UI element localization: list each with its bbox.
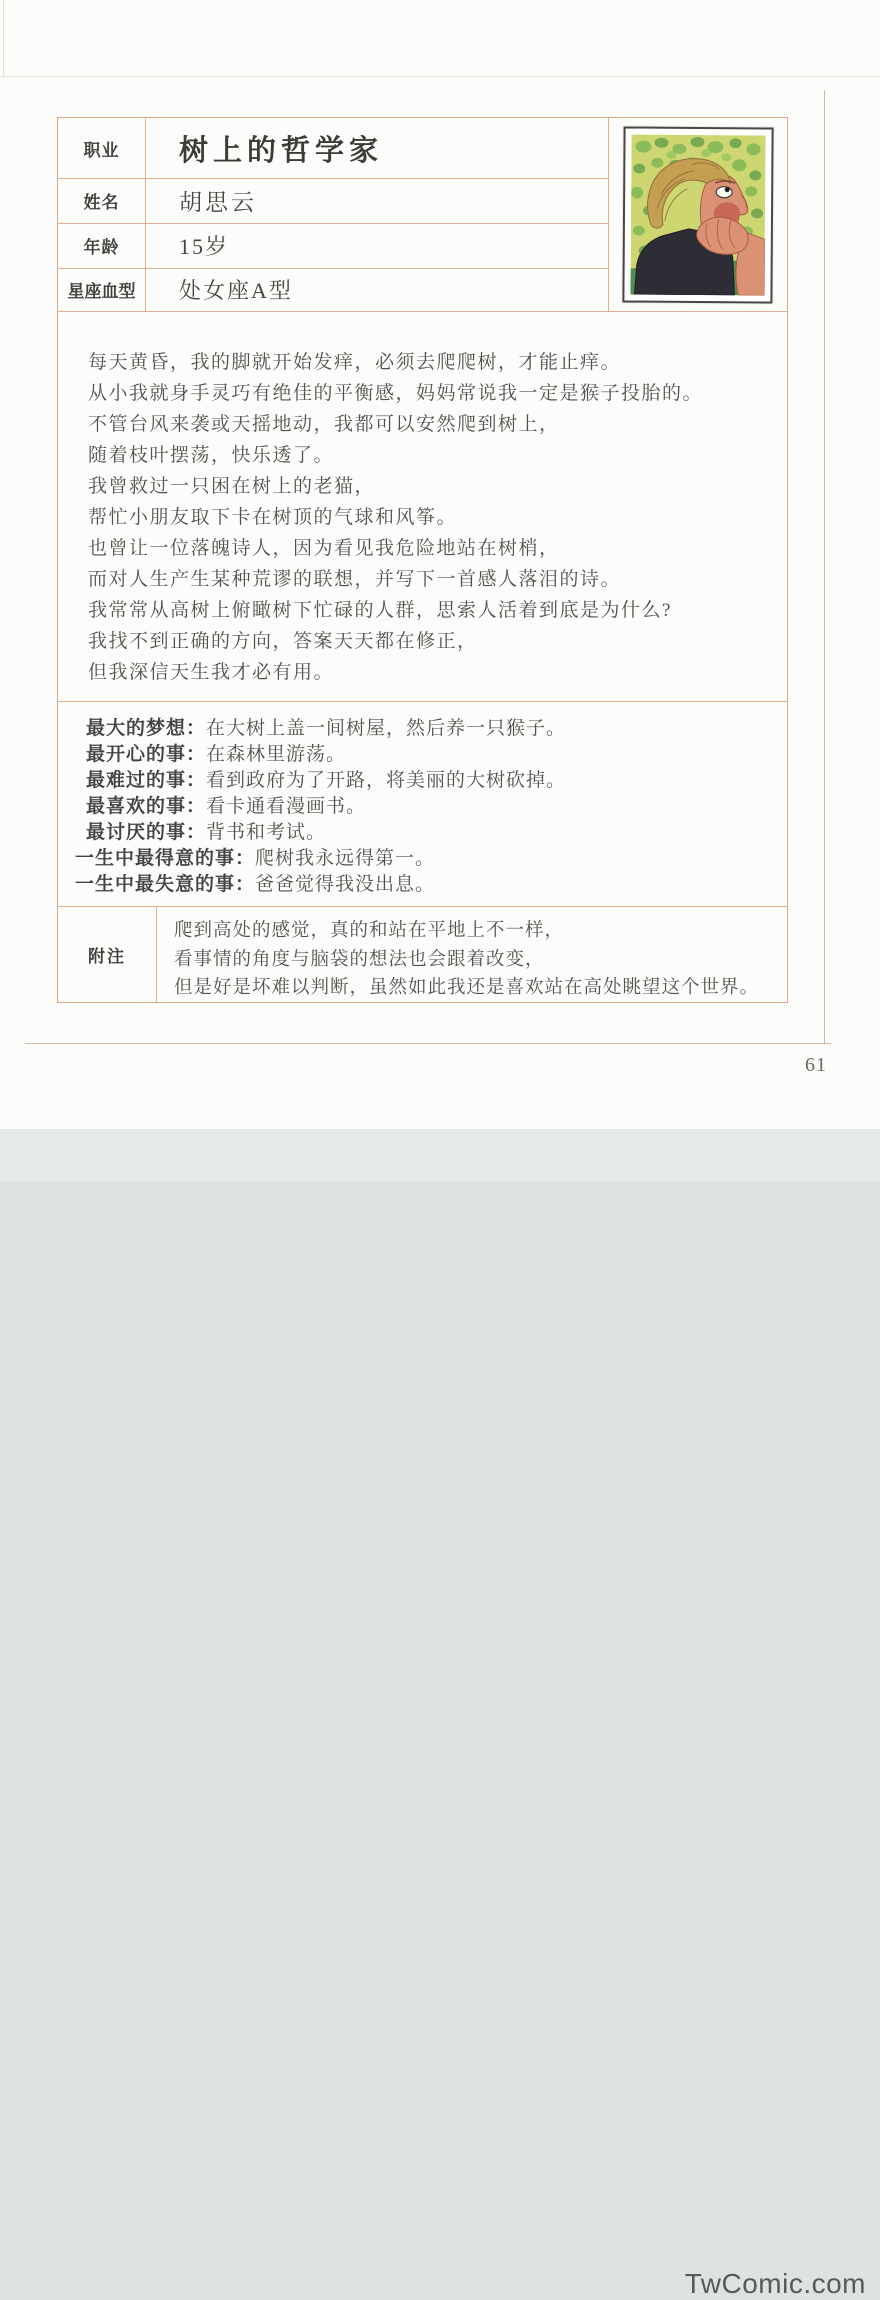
field-value: 15岁: [179, 234, 230, 259]
row-divider: [58, 178, 608, 179]
section-divider: [58, 311, 787, 312]
qa-item: [58, 794, 566, 820]
field-row-name: [58, 178, 608, 223]
field-label: 星座血型: [67, 282, 136, 301]
portrait-cell: [608, 118, 787, 311]
portrait-illustration: [630, 135, 765, 296]
qa-item: [58, 820, 566, 846]
field-row-occupation: [58, 118, 608, 178]
field-row-age: [58, 223, 608, 268]
qa-value: 爸爸觉得我没出息。: [255, 874, 436, 895]
label-column-divider: [145, 118, 146, 311]
qa-label: 最喜欢的事：: [86, 796, 207, 817]
bio-line: 从小我就身手灵巧有绝佳的平衡感，妈妈常说我一定是猴子投胎的。: [88, 383, 704, 404]
qa-label: 一生中最失意的事：: [75, 874, 256, 895]
qa-item: [58, 768, 566, 794]
field-row-zodiac-blood: [58, 268, 608, 311]
bio-line: 而对人生产生某种荒谬的联想，并写下一首感人落泪的诗。: [88, 569, 622, 590]
outer-frame-horizontal-line: [25, 1043, 831, 1044]
portrait-frame: [622, 126, 773, 303]
bio-line: 我常常从高树上俯瞰树下忙碌的人群，思索人活着到底是为什么?: [88, 600, 672, 621]
bio-line: 不管台风来袭或天摇地动，我都可以安然爬到树上，: [88, 414, 560, 435]
header-rule: [0, 76, 880, 77]
note-section: [174, 917, 759, 1003]
qa-label: 最难过的事：: [86, 770, 207, 791]
note-column-divider: [156, 906, 157, 1003]
field-value: 树上的哲学家: [179, 134, 384, 167]
bio-line: 帮忙小朋友取下卡在树顶的气球和风筝。: [88, 507, 458, 528]
section-divider: [58, 701, 787, 702]
qa-label: 最开心的事：: [86, 744, 207, 765]
qa-item: [58, 716, 566, 742]
field-label: 姓名: [83, 193, 120, 212]
page-edge-line: [3, 0, 4, 76]
qa-value: 在大树上盖一间树屋，然后养一只猴子。: [206, 718, 567, 739]
field-label: 年龄: [83, 238, 120, 257]
qa-value: 看卡通看漫画书。: [206, 796, 367, 817]
qa-item: [58, 846, 566, 872]
bio-line: 但我深信天生我才必有用。: [88, 662, 335, 683]
qa-label: 最讨厌的事：: [86, 822, 207, 843]
watermark-text: TwComic.com: [684, 2268, 866, 2299]
field-label: 职业: [83, 140, 120, 160]
page-number: 61: [805, 1054, 827, 1076]
qa-label: 最大的梦想：: [86, 718, 207, 739]
row-divider: [58, 268, 608, 269]
bio-line: 也曾让一位落魄诗人，因为看见我危险地站在树梢，: [88, 538, 560, 559]
qa-value: 看到政府为了开路，将美丽的大树砍掉。: [206, 770, 567, 791]
qa-value: 在森林里游荡。: [206, 744, 347, 765]
note-line: 看事情的角度与脑袋的想法也会跟着改变，: [174, 949, 545, 970]
note-line: 爬到高处的感觉，真的和站在平地上不一样，: [174, 921, 565, 941]
profile-card: [57, 117, 788, 1003]
qa-label: 一生中最得意的事：: [75, 848, 256, 869]
bio-line: 我找不到正确的方向，答案天天都在修正，: [88, 631, 478, 652]
bio-line: 我曾救过一只困在树上的老猫，: [88, 476, 376, 497]
qa-item: [58, 872, 566, 898]
field-value: 处女座A型: [179, 278, 293, 303]
qa-section: [58, 716, 566, 898]
bio-line: 随着枝叶摆荡，快乐透了。: [88, 445, 335, 466]
qa-value: 爬树我永远得第一。: [255, 848, 436, 869]
scanned-page: [0, 0, 880, 1129]
watermark-band: [0, 1129, 880, 2299]
row-divider: [58, 223, 608, 224]
section-divider: [58, 906, 787, 907]
bio-section: [88, 347, 703, 688]
qa-value: 背书和考试。: [206, 822, 327, 843]
note-label: 附注: [88, 947, 126, 966]
field-value: 胡思云: [179, 190, 257, 215]
qa-item: [58, 742, 566, 768]
note-line: 但是好是坏难以判断，虽然如此我还是喜欢站在高处眺望这个世界。: [174, 978, 760, 998]
bio-line: 每天黄昏，我的脚就开始发痒，必须去爬爬树，才能止痒。: [88, 352, 622, 373]
outer-frame-vertical-line: [824, 90, 825, 1043]
